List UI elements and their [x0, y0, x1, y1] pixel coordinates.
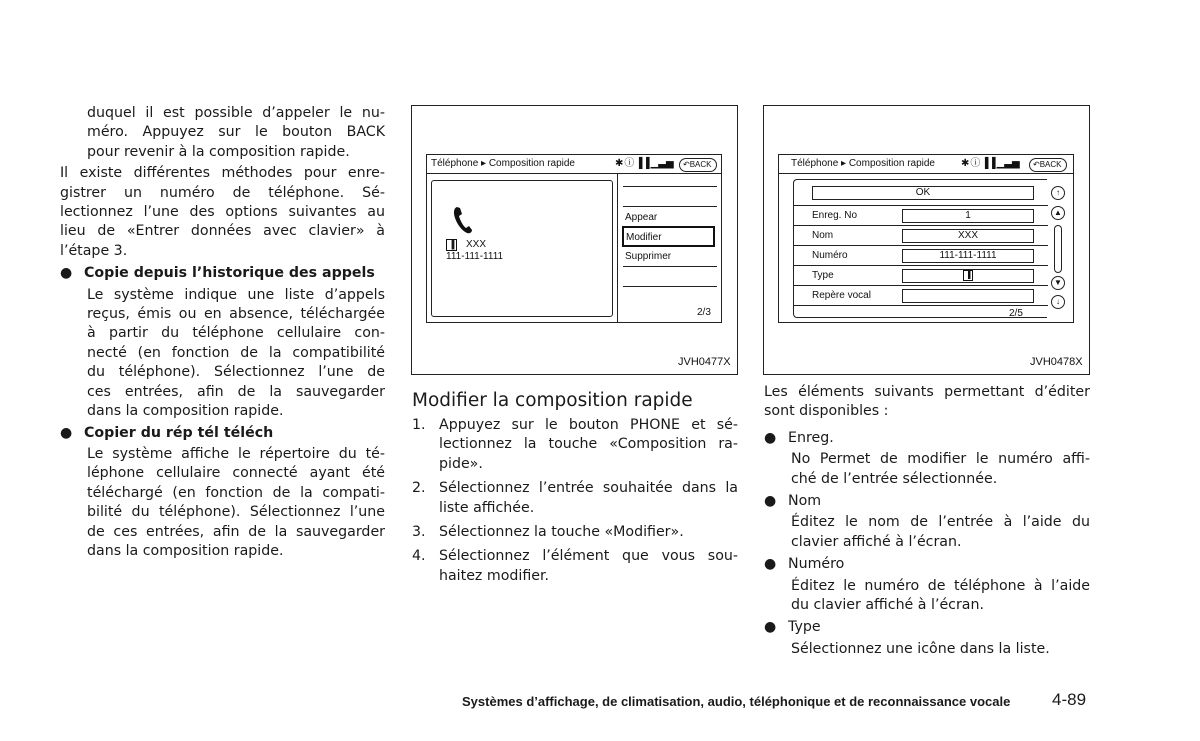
text-line: No Permet de modifier le numéro affi-: [791, 451, 1090, 468]
bullet-dot: ●: [764, 556, 777, 573]
text-line: Sélectionnez la touche «Modifier».: [439, 524, 684, 541]
row-line: [794, 225, 1048, 226]
text-line: bilité du téléphone). Sélectionnez l’une: [87, 504, 385, 521]
back-label: BACK: [1039, 160, 1062, 169]
text-line: de ces entrées, afin de la sauvegarder: [87, 523, 385, 540]
phone-type-icon: ▐: [963, 270, 973, 281]
figure-speed-dial-menu: [411, 105, 738, 375]
bullet-dot: ●: [764, 429, 777, 446]
row-value-type: [902, 269, 1034, 283]
bullet-phonebook: [60, 424, 385, 562]
text-line: dans la composition rapide.: [87, 403, 284, 420]
row-label-type[interactable]: Type: [812, 270, 834, 281]
menu-item-supprimer[interactable]: Supprimer: [625, 251, 672, 262]
bullet-dot: ●: [60, 265, 73, 282]
step-number: 2.: [412, 480, 426, 497]
status-icons: [961, 158, 1020, 170]
menu-line: [623, 206, 717, 207]
phone-handset-icon: [452, 205, 474, 235]
row-line: [794, 245, 1048, 246]
text-line: Le système indique une liste d’appels: [87, 286, 385, 303]
scrollbar-track[interactable]: [1054, 225, 1062, 273]
text-line: ché de l’entrée sélectionnée.: [791, 470, 998, 487]
scroll-down-icon[interactable]: ▼: [1051, 276, 1065, 290]
row-line: [794, 285, 1048, 286]
bullet-dot: ●: [60, 424, 73, 441]
screen-title: Téléphone ▸ Composition rapide: [791, 158, 935, 169]
screen-title: Téléphone ▸ Composition rapide: [431, 158, 575, 169]
step-item: [412, 416, 738, 474]
text-line: léphone cellulaire connecté ayant été: [87, 465, 385, 482]
item-type: [764, 618, 1090, 659]
footer-section-title: Systèmes d’affichage, de climatisation, audio, téléphonique et de reconnaissance vocale: [462, 694, 1011, 709]
text-line: lectionnez la touche «Composition ra-: [439, 436, 738, 453]
text-line: Sélectionnez une icône dans la liste.: [791, 640, 1050, 657]
text-line: Les éléments suivants permettant d’éditer: [764, 384, 1090, 400]
text-line: liste affichée.: [439, 499, 535, 516]
row-line: [794, 265, 1048, 266]
bullet-title: Copier du rép tél téléch: [84, 424, 274, 441]
text-line: Sélectionnez l’entrée souhaitée dans la: [439, 480, 738, 497]
menu-item-label: Modifier: [626, 232, 662, 243]
text-line: necté (en fonction de la compatibilité: [87, 344, 385, 361]
text-line: Éditez le nom de l’entrée à l’aide du: [791, 514, 1090, 531]
item-nom: [764, 492, 1090, 552]
bluetooth-icon: ✱: [961, 158, 970, 169]
methods-paragraph: [60, 164, 385, 261]
signal-icon: ▁▃▅: [996, 158, 1020, 169]
figure-code: JVH0478X: [1030, 356, 1083, 368]
page-number: 4-89: [1052, 690, 1087, 709]
text-line: à partir du téléphone cellulaire con-: [87, 325, 385, 342]
text-line: Sélectionnez l’élément que vous sou-: [439, 548, 738, 565]
title-divider: [779, 173, 1073, 174]
bullet-call-history: [60, 264, 385, 421]
text-line: Le système affiche le répertoire du té-: [87, 445, 385, 462]
item-title: Type: [788, 619, 821, 636]
row-value-nom: XXX: [902, 229, 1034, 243]
signal-icon: ▁▃▅: [650, 158, 674, 169]
back-button[interactable]: [679, 158, 717, 172]
text-line: lieu de «Entrer données avec clavier» à: [60, 223, 385, 240]
text-line: pide».: [439, 455, 483, 472]
menu-line: [623, 286, 717, 287]
text-line: Il existe différentes méthodes pour enre-: [60, 165, 385, 182]
item-enreg: [764, 429, 1090, 489]
left-column: [60, 104, 385, 561]
text-line: gistrer un numéro de téléphone. Sé-: [60, 184, 385, 201]
status-icons: [615, 158, 674, 170]
text-line: haitez modifier.: [439, 567, 550, 584]
section-heading: Modifier la composition rapide: [412, 390, 693, 411]
bullet-title: Copie depuis l’historique des appels: [84, 265, 375, 282]
menu-item-appear[interactable]: Appear: [625, 212, 658, 223]
step-number: 4.: [412, 548, 426, 565]
intro-paragraph: [60, 104, 385, 162]
text-line: reçus, émis ou en absence, téléchargée: [87, 306, 385, 323]
page-indicator: 2/5: [1009, 308, 1023, 319]
edit-list-panel: [793, 179, 1047, 318]
text-line: méro. Appuyez sur le bouton BACK: [87, 124, 385, 141]
bullet-dot: ●: [764, 619, 777, 636]
bullet-dot: ●: [764, 493, 777, 510]
steps-list: [412, 416, 738, 586]
battery-icon: ▐▐: [635, 158, 650, 169]
text-line: duquel il est possible d’appeler le nu-: [87, 105, 385, 121]
right-column: [764, 383, 1090, 659]
row-label-nom[interactable]: Nom: [812, 230, 834, 241]
text-line: clavier affiché à l’écran.: [791, 533, 962, 550]
back-arrow-icon: ↶: [683, 160, 690, 169]
row-label-enreg[interactable]: Enreg. No: [812, 210, 858, 221]
row-line: [794, 305, 1048, 306]
title-divider: [427, 173, 721, 174]
step-number: 1.: [412, 417, 426, 433]
back-button[interactable]: [1029, 158, 1067, 172]
text-line: Appuyez sur le bouton PHONE et sé-: [439, 417, 738, 433]
text-line: ces entrées, afin de la sauvegarder: [87, 383, 385, 400]
item-title: Enreg.: [788, 429, 834, 446]
scroll-up-icon[interactable]: ▲: [1051, 206, 1065, 220]
row-value-numero: 111-111-1111: [902, 249, 1034, 263]
row-label-numero[interactable]: Numéro: [812, 250, 848, 261]
bluetooth-icon: ✱: [615, 158, 624, 169]
back-label: BACK: [689, 160, 712, 169]
contact-name: XXX: [466, 239, 487, 250]
battery-icon: ▐▐: [981, 158, 996, 169]
figure-code: JVH0477X: [678, 356, 731, 368]
step-number: 3.: [412, 524, 426, 541]
text-line: du téléphone). Sélectionnez l’une de: [87, 364, 385, 381]
row-value-repere-vocal: [902, 289, 1034, 303]
row-line: [794, 205, 1048, 206]
ok-button[interactable]: OK: [812, 186, 1034, 200]
row-value-enreg: 1: [902, 209, 1034, 223]
figure-edit-entry: [763, 105, 1090, 375]
menu-line: [623, 266, 717, 267]
text-line: pour revenir à la composition rapide.: [87, 143, 350, 160]
back-arrow-icon: ↶: [1033, 160, 1040, 169]
text-line: l’étape 3.: [60, 242, 128, 259]
scroll-page-down-icon[interactable]: ↓: [1051, 295, 1065, 309]
menu-item-modifier[interactable]: [622, 226, 715, 247]
screen-frame: [426, 154, 722, 323]
action-menu: [623, 186, 717, 304]
step-item: [412, 523, 738, 542]
info-icon: ⓘ: [970, 158, 981, 169]
screen-frame: [778, 154, 1074, 323]
row-label-repere-vocal[interactable]: Repère vocal: [812, 290, 871, 301]
info-icon: ⓘ: [624, 158, 635, 169]
panel-divider: [617, 174, 618, 322]
item-title: Numéro: [788, 556, 845, 573]
text-line: du clavier affiché à l’écran.: [791, 597, 985, 614]
phone-type-icon: ▐: [446, 239, 457, 251]
page-indicator: 2/3: [697, 307, 711, 318]
step-item: [412, 547, 738, 586]
scroll-page-up-icon[interactable]: ↑: [1051, 186, 1065, 200]
step-item: [412, 479, 738, 518]
item-numero: [764, 555, 1090, 615]
contact-panel: [431, 180, 613, 317]
text-line: sont disponibles :: [764, 403, 889, 420]
text-line: Éditez le numéro de téléphone à l’aide: [791, 577, 1090, 594]
text-line: téléchargé (en fonction de la compati-: [87, 484, 385, 501]
item-title: Nom: [788, 493, 822, 510]
contact-number: 111-111-1111: [446, 251, 504, 262]
text-line: lectionnez l’une des options suivantes au: [60, 204, 385, 221]
text-line: dans la composition rapide.: [87, 542, 284, 559]
